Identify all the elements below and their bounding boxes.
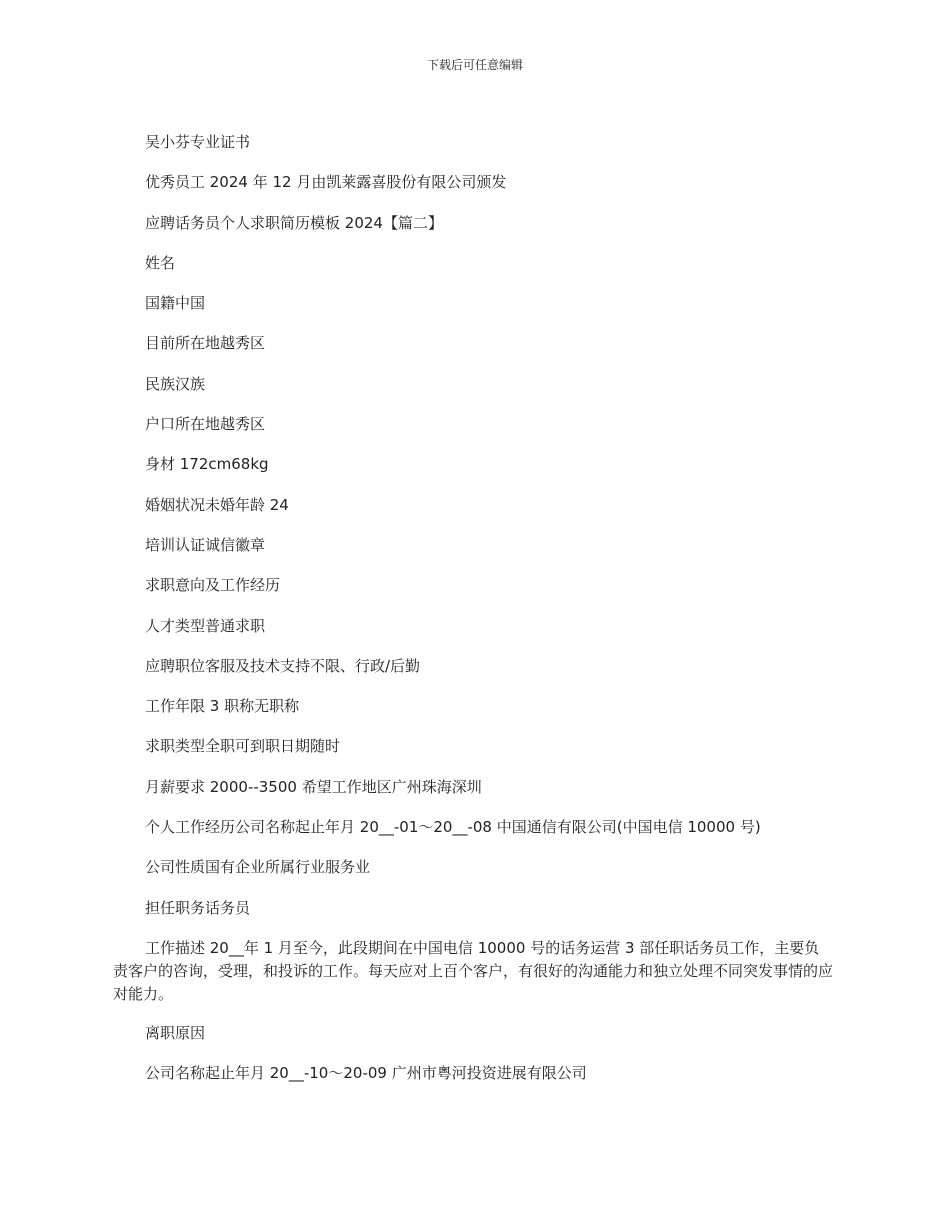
paragraph-certificate-title: 吴小芬专业证书 xyxy=(145,133,251,151)
paragraph-talent-type: 人才类型普通求职 xyxy=(145,616,266,635)
paragraph-applied-position: 应聘职位客服及技术支持不限、行政/后勤 xyxy=(145,656,421,675)
paragraph-job-type: 求职类型全职可到职日期随时 xyxy=(145,737,341,756)
paragraph-work-history: 个人工作经历公司名称起止年月 20__-01～20__-08 中国通信有限公司(中国电信 10000 号) xyxy=(145,818,761,837)
paragraph-company-nature: 公司性质国有企业所属行业服务业 xyxy=(145,858,371,877)
paragraph-marital-age: 婚姻状况未婚年龄 24 xyxy=(145,495,289,514)
paragraph-position-held: 担任职务话务员 xyxy=(145,898,251,917)
paragraph-name: 姓名 xyxy=(145,253,176,272)
paragraph-ethnicity: 民族汉族 xyxy=(145,374,206,393)
paragraph-award: 优秀员工 2024 年 12 月由凯莱露喜股份有限公司颁发 xyxy=(145,173,507,192)
paragraph-leaving-reason: 离职原因 xyxy=(145,1023,206,1042)
paragraph-resume-heading: 应聘话务员个人求职简历模板 2024【篇二】 xyxy=(145,213,443,232)
paragraph-job-intent-heading: 求职意向及工作经历 xyxy=(145,576,281,595)
page-header: 下载后可任意编辑 xyxy=(426,58,523,72)
paragraph-second-company: 公司名称起止年月 20__-10～20-09 广州市粤河投资进展有限公司 xyxy=(145,1064,587,1083)
document-body xyxy=(113,131,833,1103)
paragraph-household-registration: 户口所在地越秀区 xyxy=(145,415,266,434)
paragraph-nationality: 国籍中国 xyxy=(145,294,206,313)
paragraph-job-description: 工作描述 20__年 1 月至今，此段期间在中国电信 10000 号的话务运营 3 部任职话务员工作，主要负责客户的咨询，受理，和投诉的工作。每天应对上百个客户，有很好的沟通能力和独立处理不同突发事情的应对能力。 xyxy=(113,938,834,1003)
paragraph-salary: 月薪要求 2000--3500 希望工作地区广州珠海深圳 xyxy=(145,777,482,796)
paragraph-current-location: 目前所在地越秀区 xyxy=(145,334,266,353)
paragraph-work-years: 工作年限 3 职称无职称 xyxy=(145,697,300,716)
paragraph-certification: 培训认证诚信徽章 xyxy=(145,535,266,554)
paragraph-stature: 身材 172cm68kg xyxy=(145,455,269,474)
